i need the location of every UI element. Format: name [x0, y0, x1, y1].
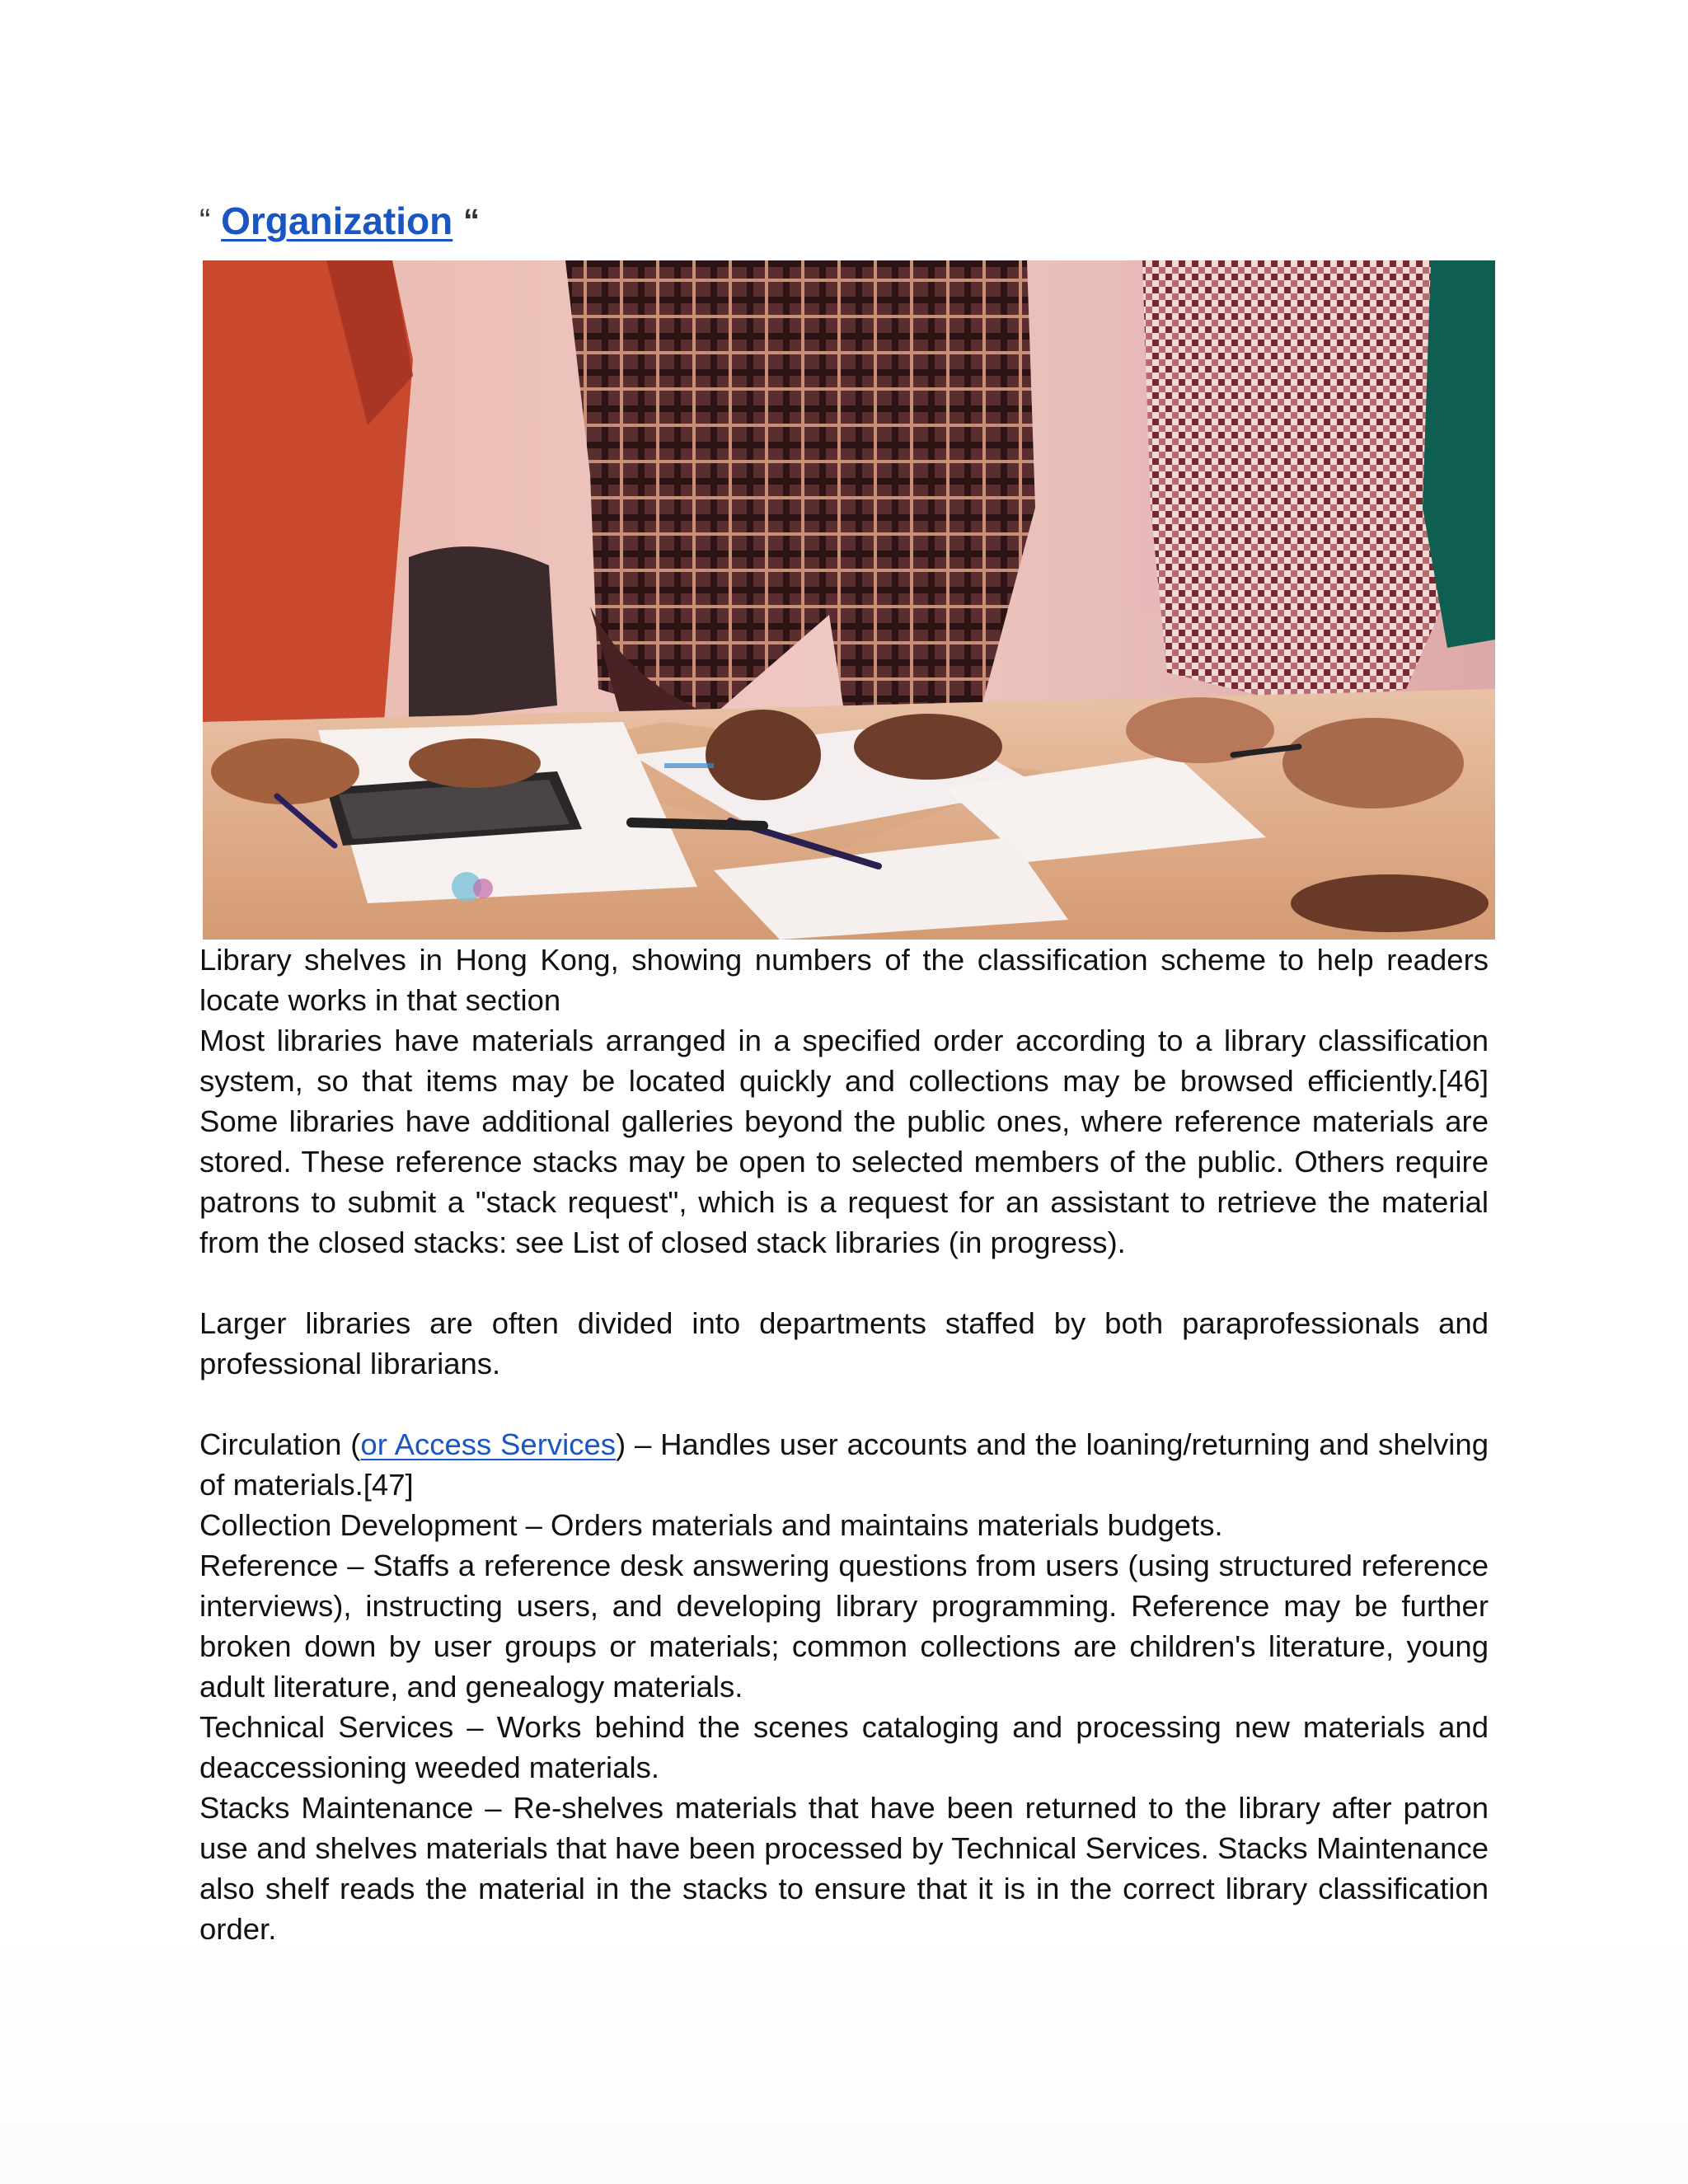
- paragraph-stacks-maintenance: Stacks Maintenance – Re-shelves materials that have been returned to the library after patron use and shelves materials that have been processed by Technical Services. Stacks Maintenance also shelf reads the material in the stacks to ensure that it is in the correct library classification order.: [199, 1791, 1489, 1946]
- organization-heading-link[interactable]: Organization: [221, 199, 453, 242]
- document-body: [199, 940, 1489, 1949]
- heading-close-quote: “: [463, 203, 481, 239]
- paragraph-arrangement: Most libraries have materials arranged in a specified order according to a library classification system, so that items may be located quickly and collections may be browsed efficiently.[46] Some libraries have additional galleries beyond the public ones, where reference materials are stored. These reference stacks may be open to selected members of the public. Others require patrons to submit a "stack request", which is a request for an assistant to retrieve the material from the closed stacks: see List of closed stack libraries (in progress).: [199, 1024, 1489, 1259]
- paragraph-collection-development: Collection Development – Orders materials and maintains materials budgets.: [199, 1508, 1223, 1542]
- heading-open-quote: “: [199, 203, 211, 239]
- paragraph-departments: Larger libraries are often divided into departments staffed by both paraprofessionals and professional librarians.: [199, 1306, 1489, 1380]
- paragraph-spacer: [199, 1384, 1489, 1424]
- photo-of-people-at-table: [203, 260, 1495, 940]
- document-content: [199, 194, 1489, 1949]
- image-caption: Library shelves in Hong Kong, showing numbers of the classification scheme to help readers locate works in that section: [199, 943, 1489, 1017]
- section-heading: [199, 194, 1489, 247]
- paragraph-spacer: [199, 1263, 1489, 1303]
- paragraph-reference: Reference – Staffs a reference desk answering questions from users (using structured reference interviews), instructing users, and developing library programming. Reference may be further broken down by user groups or materials; common collections are children's literature, young adult literature, and genealogy materials.: [199, 1549, 1489, 1704]
- paragraph-technical-services: Technical Services – Works behind the scenes cataloging and processing new materials and deaccessioning weeded materials.: [199, 1710, 1489, 1784]
- circulation-text-before: Circulation (: [199, 1427, 361, 1461]
- access-services-link[interactable]: or Access Services: [360, 1427, 617, 1461]
- circulation-text-after: ) – Handles user accounts and the loaning/returning and shelving of materials.[47]: [199, 1427, 1489, 1502]
- paragraph-circulation: [199, 1424, 1489, 1505]
